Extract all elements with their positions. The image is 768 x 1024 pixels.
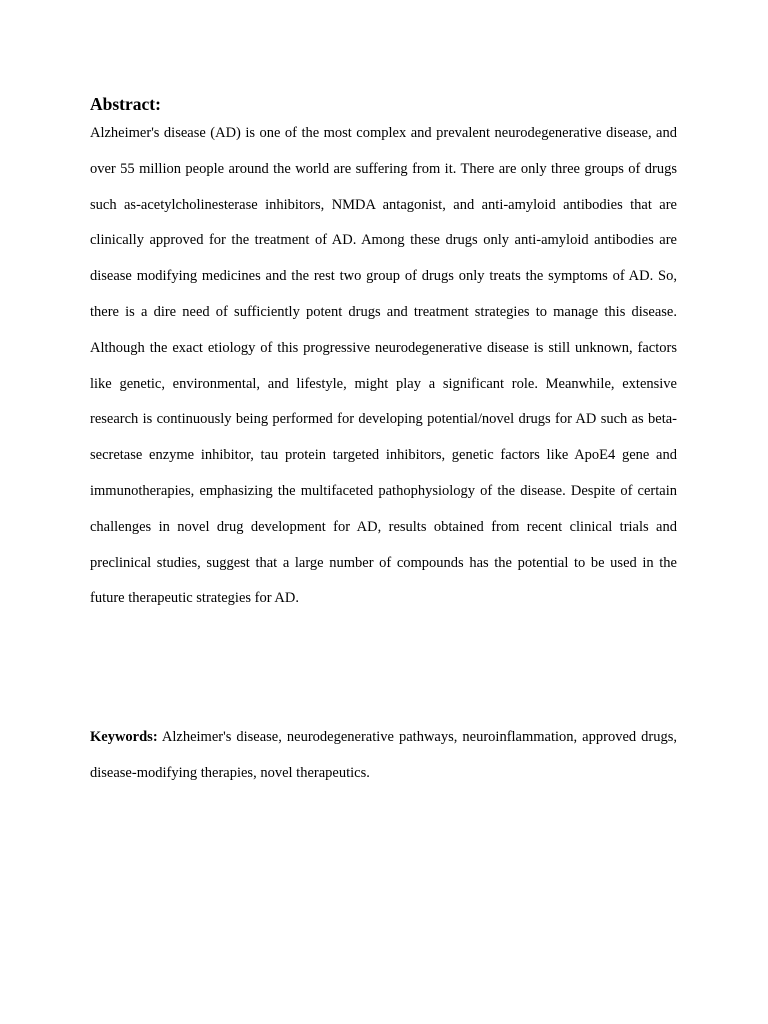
keywords-label: Keywords:	[90, 729, 158, 745]
abstract-heading: Abstract:	[90, 94, 161, 114]
abstract-paragraph: Alzheimer's disease (AD) is one of the most complex and prevalent neurodegenerative disease, and over 55 million people around the world are suffering from it. There are only three groups of drugs such as-acetylcholinesterase inhibitors, NMDA antagonist, and anti-amyloid antibodies that are clinically approved for the treatment of AD. Among these drugs only anti-amyloid antibodies are disease modifying medicines and the rest two group of drugs only treats the symptoms of AD. So, there is a dire need of sufficiently potent drugs and treatment strategies to manage this disease. Although the exact etiology of this progressive neurodegenerative disease is still unknown, factors like genetic, environmental, and lifestyle, might play a significant role. Meanwhile, extensive research is continuously being performed for developing potential/novel drugs for AD such as beta-secretase enzyme inhibitor, tau protein targeted inhibitors, genetic factors like ApoE4 gene and immunotherapies, emphasizing the multifaceted pathophysiology of the disease. Despite of certain challenges in novel drug development for AD, results obtained from recent clinical trials and preclinical studies, suggest that a large number of compounds has the potential to be used in the future therapeutic strategies for AD.	[90, 125, 677, 607]
keywords-paragraph	[90, 720, 677, 792]
keywords-list: Alzheimer's disease, neurodegenerative pathways, neuroinflammation, approved drugs, disease-modifying therapies, novel therapeutics.	[90, 729, 677, 781]
